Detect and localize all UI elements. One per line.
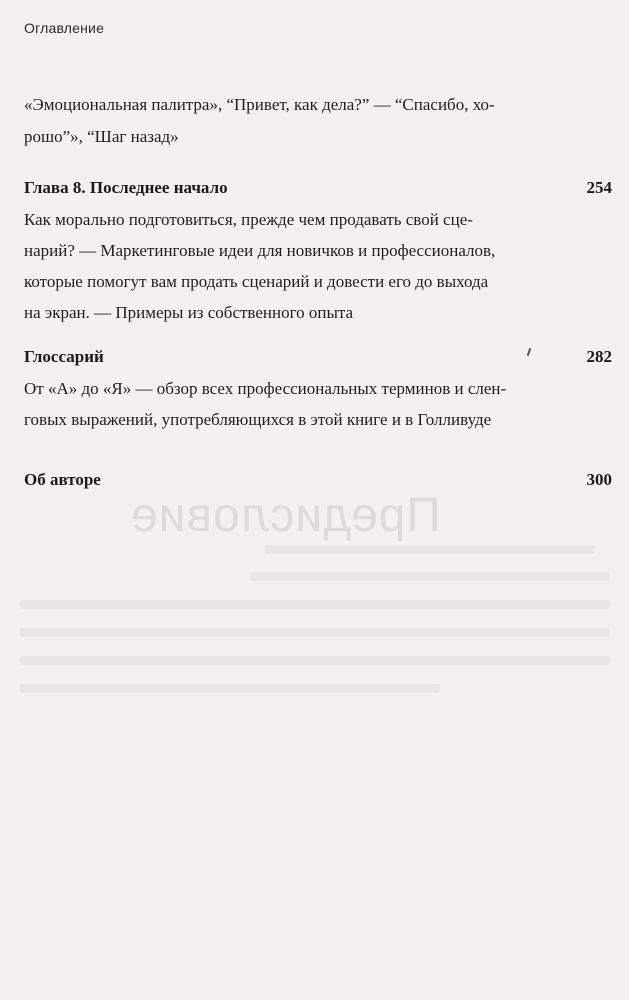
toc-entry-chapter-8 [24, 174, 612, 328]
text-line: Как морально подготовиться, прежде чем продавать свой сце- [24, 210, 473, 229]
toc-entry-about-author [24, 466, 612, 494]
text-line: «Эмоциональная палитра», “Привет, как дела?” — “Спасибо, хо- [24, 95, 495, 114]
text-line: которые помогут вам продать сценарий и довести его до выхода [24, 272, 489, 291]
text-line: От «А» до «Я» — обзор всех профессиональных терминов и слен- [24, 379, 507, 398]
toc-entry-description [24, 373, 612, 435]
toc-entry-glossary [24, 343, 612, 435]
text-line: нарий? — Маркетинговые идеи для новичков и профессионалов, [24, 241, 496, 260]
bleed-through-heading: Предисловие [130, 489, 441, 542]
toc-entry-page-number: 254 [586, 178, 612, 197]
toc-entry-page-number: 282 [586, 347, 612, 366]
text-line: рошо”», “Шаг назад» [24, 127, 179, 146]
toc-entry-title: Об авторе [24, 470, 101, 489]
toc-continuation-text [24, 89, 612, 153]
running-head: Оглавление [24, 20, 105, 36]
toc-entry-title: Глава 8. Последнее начало [24, 178, 228, 197]
text-line: на экран. — Примеры из собственного опыта [24, 303, 354, 322]
toc-entry-title: Глоссарий [24, 347, 104, 366]
toc-entry-page-number: 300 [586, 470, 612, 489]
text-line: говых выражений, употребляющихся в этой книге и в Голливуде [24, 410, 492, 429]
toc-entry-description [24, 204, 612, 328]
